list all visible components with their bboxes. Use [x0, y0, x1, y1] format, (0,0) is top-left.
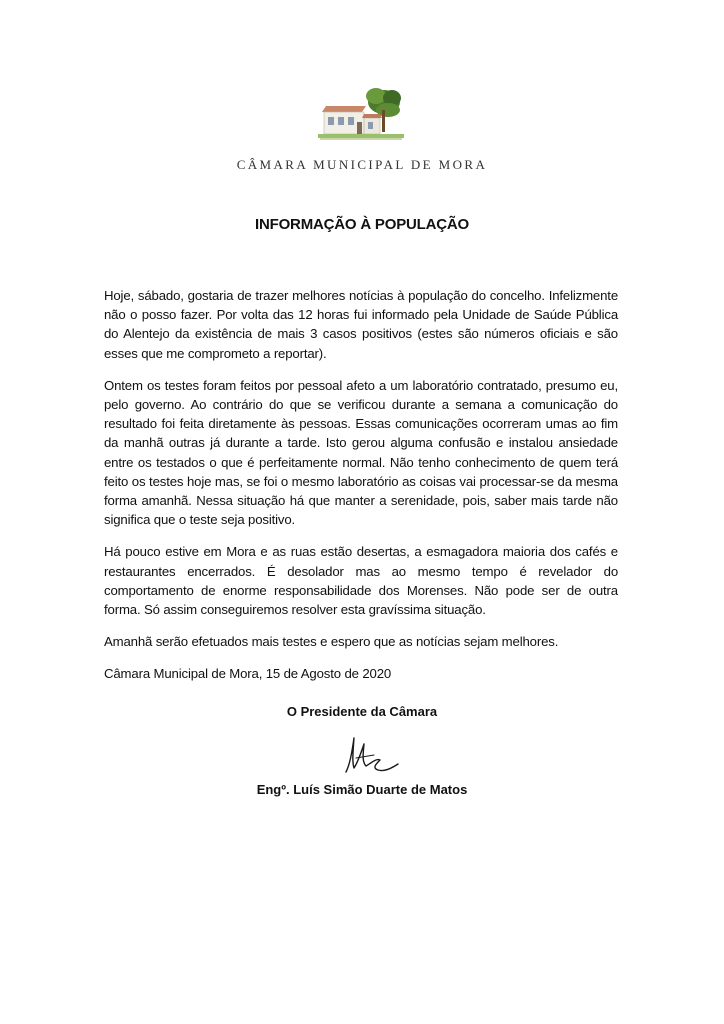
- date-line: Câmara Municipal de Mora, 15 de Agosto de 2020: [104, 666, 392, 682]
- organization-name: CÂMARA MUNICIPAL DE MORA: [236, 157, 488, 172]
- town-hall-building-with-tree-icon: [318, 84, 404, 146]
- signatory-name: Engº. Luís Simão Duarte de Matos: [256, 782, 468, 797]
- document-body: [104, 286, 618, 697]
- paragraph: Amanhã serão efetuados mais testes e espero que as notícias sejam melhores.: [104, 634, 559, 650]
- paragraph: Há pouco estive em Mora e as ruas estão desertas, a esmagadora maioria dos cafés e restaurantes encerrados. É desolador mas ao mesmo tempo é revelador do comportamento de enorme responsabilidade dos Morenses. Não pode ser de outra forma. Só assim conseguiremos resolver esta gravíssima situação.: [104, 544, 618, 618]
- paragraph: Ontem os testes foram feitos por pessoal afeto a um laboratório contratado, presumo eu, pelo governo. Ao contrário do que se verificou durante a semana a comunicação do resultado foi feita diretamente às pessoas. Essas comunicações ocorreram umas ao fim da manhã outras já durante a tarde. Isto gerou alguma confusão e instalou ansiedade entre os testados o que é perfeitamente normal. Não tenho conhecimento de quem terá feito os testes hoje mas, se foi o mesmo laboratório as coisas vai processar-se da mesma forma amanhã. Nessa situação há que manter a serenidade, pois, saber mais tarde não significa que o teste seja positivo.: [104, 377, 618, 528]
- paragraph: Hoje, sábado, gostaria de trazer melhores notícias à população do concelho. Infelizmente não o posso fazer. Por volta das 12 horas fui informado pela Unidade de Saúde Pública do Alentejo da existência de mais 3 casos positivos (estes são números oficiais e são esses que me comprometo a reportar).: [104, 288, 618, 361]
- signatory-role: O Presidente da Câmara: [286, 704, 438, 719]
- document-title: INFORMAÇÃO À POPULAÇÃO: [255, 216, 469, 233]
- handwritten-signature: [336, 728, 406, 780]
